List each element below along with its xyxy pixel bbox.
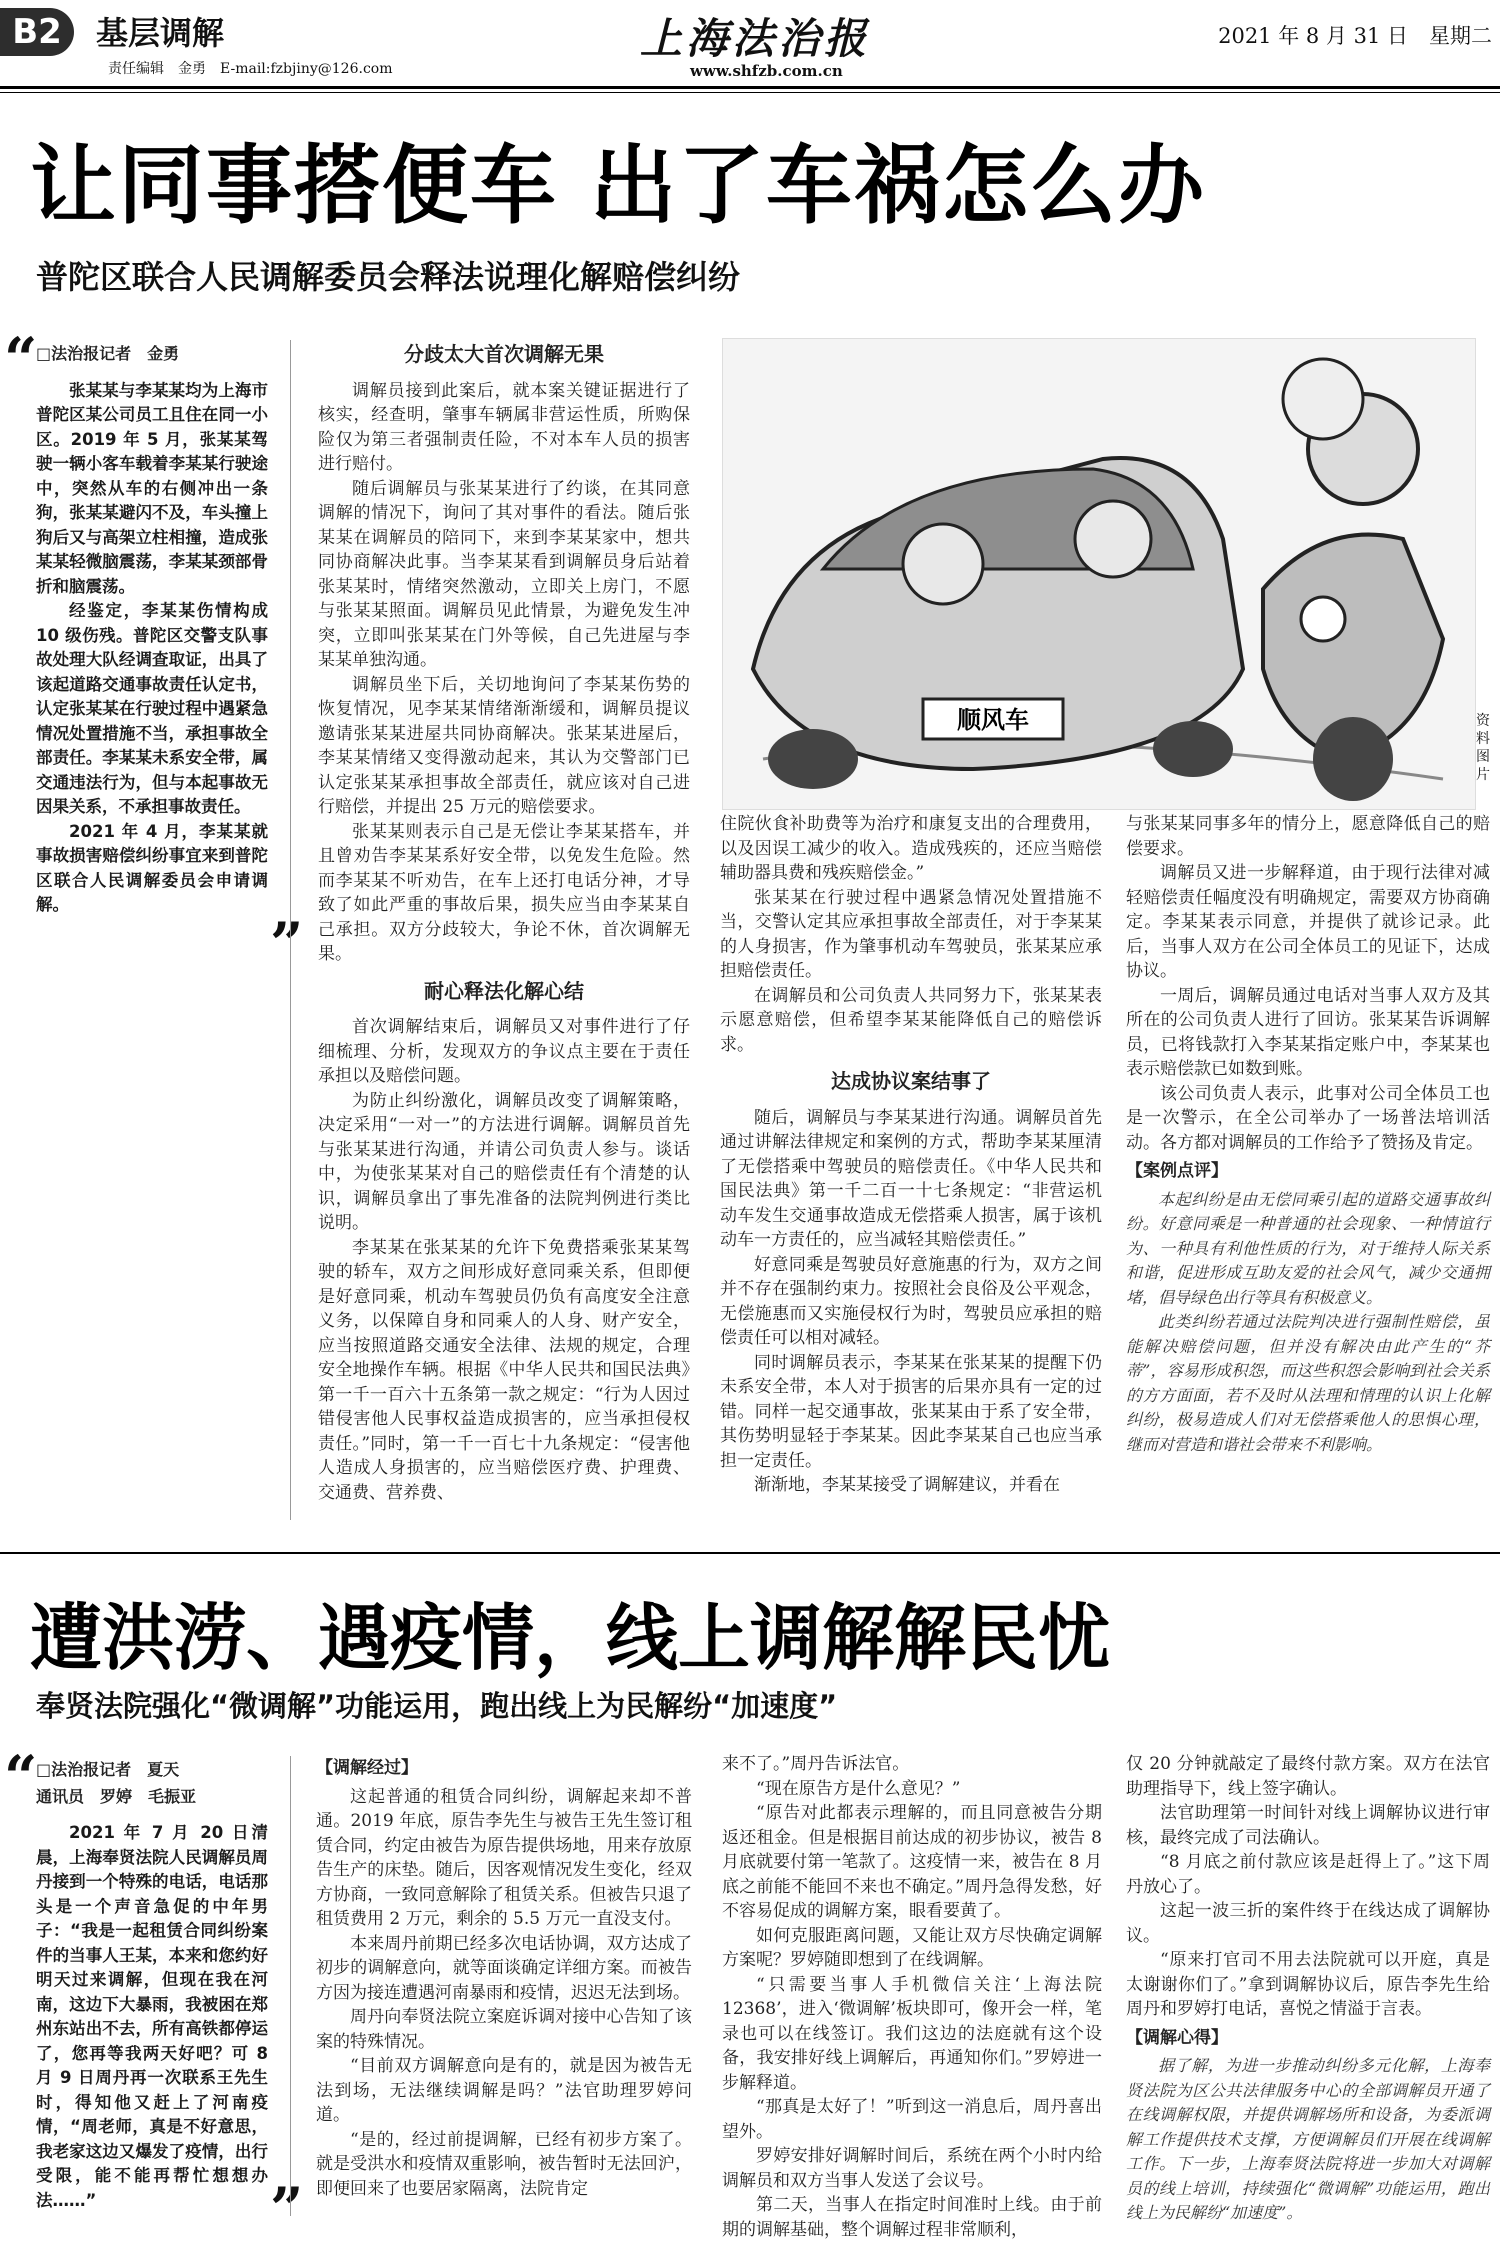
body-paragraph: 调解员坐下后，关切地询问了李某某伤势的恢复情况，见李某某情绪渐渐缓和，调解员提议邀请张某某进屋共同协商解决。张某某进屋后，李某某情绪又变得激动起来，其认为交警部门已认定张某某承担事故全部责任，就应该对自己进行赔偿，并提出 25 万元的赔偿要求。 (318, 674, 690, 817)
body-paragraph: 张某某则表示自己是无偿让李某某搭车，并且曾劝告李某某系好安全带，以免发生危险。然而李某某不听劝告，在车上还打电话分神，才导致了如此严重的事故后果，损失应当由李某某自己承担。双方分歧较大，争论不休，首次调解无果。 (318, 821, 690, 964)
article2-column-4 (1126, 1752, 1490, 2226)
article1-column-4 (1126, 812, 1490, 1457)
body-paragraph: 李某某在张某某的允许下免费搭乘张某某驾驶的轿车，双方之间形成好意同乘关系，但即便是好意同乘，机动车驾驶员仍负有高度安全注意义务，以保障自身和同乘人的人身、财产安全，应当按照道路交通安全法律、法规的规定，合理安全地操作车辆。根据《中华人民共和国民法典》第一千一百六十五条第一款之规定：“行为人因过错侵害他人民事权益造成损害的，应当承担侵权责任。”同时，第一千一百七十九条规定：“侵害他人造成人身损害的，应当赔偿医疗费、护理费、交通费、营养费、 (318, 1237, 690, 1503)
column-divider (290, 340, 291, 1520)
body-paragraph: 罗婷安排好调解时间后，系统在两个小时内给调解员和双方当事人发送了会议号。 (722, 2146, 1102, 2191)
article2-byline: □法治报记者 夏天 (36, 1760, 180, 1779)
body-paragraph: “只需要当事人手机微信关注‘上海法院 12368’，进入‘微调解’板块即可，像开会一样，笔录也可以在线签订。我们这边的法庭就有这个设备，我安排好线上调解后，再通知你们。”罗婷进一步解释道。 (722, 1974, 1102, 2093)
illustration-caption: 资料图片 (1476, 713, 1490, 783)
article-separator (0, 1552, 1500, 1554)
body-paragraph: “原来打官司不用去法院就可以开庭，真是太谢谢你们了。”拿到调解协议后，原告李先生给周丹和罗婷打电话，喜悦之情溢于言表。 (1126, 1950, 1490, 2019)
comment-paragraph: 本起纠纷是由无偿同乘引起的道路交通事故纠纷。好意同乘是一种普通的社会现象、一种情谊行为、一种具有利他性质的行为，对于维持人际关系和谐，促进形成互助友爱的社会风气，减少交通拥堵，倡导绿色出行等具有积极意义。 (1126, 1189, 1490, 1307)
body-paragraph: “是的，经过前提调解，已经有初步方案了。就是受洪水和疫情双重影响，被告暂时无法回沪，即便回来了也要居家隔离，法院肯定 (316, 2129, 692, 2199)
body-paragraph: 张某某在行驶过程中遇紧急情况处置措施不当，交警认定其应承担事故全部责任，对于李某某的人身损害，作为肇事机动车驾驶员，张某某应承担赔偿责任。 (720, 887, 1102, 981)
article1-headline: 让同事搭便车 出了车祸怎么办 (30, 136, 1206, 236)
column-divider (290, 1756, 291, 2216)
article1-column-3 (720, 812, 1102, 1498)
body-paragraph: 随后调解员与张某某进行了约谈，在其同意调解的情况下，询问了其对事件的看法。随后张某某在调解员的陪同下，来到李某某家中，想共同协商解决此事。当李某某看到调解员身后站着张某某时，情绪突然激动，立即关上房门，不愿与张某某照面。调解员见此情景，为避免发生冲突，立即叫张某某在门外等候，自己先进屋与李某某单独沟通。 (318, 478, 690, 670)
car-plate-text: 顺风车 (957, 706, 1029, 734)
article2-column-3 (722, 1752, 1102, 2242)
body-paragraph: 渐渐地，李某某接受了调解建议，并看在 (754, 1475, 1060, 1495)
body-paragraph: 好意同乘是驾驶员好意施惠的行为，双方之间并不存在强制约束力。按照社会良俗及公平观念，无偿施惠而又实施侵权行为时，驾驶员应承担的赔偿责任可以相对减轻。 (720, 1254, 1102, 1348)
body-paragraph: 如何克服距离问题，又能让双方尽快确定调解方案呢？罗婷随即想到了在线调解。 (722, 1925, 1102, 1970)
body-paragraph: 与张某某同事多年的情分上，愿意降低自己的赔偿要求。 (1126, 814, 1490, 859)
page-number-badge: B2 (0, 8, 74, 56)
body-paragraph: “8 月底之前付款应该是赶得上了。”这下周丹放心了。 (1126, 1852, 1490, 1897)
body-paragraph: 第二天，当事人在指定时间准时上线。由于前期的调解基础，整个调解过程非常顺利， (722, 2195, 1102, 2240)
body-paragraph: 在调解员和公司负责人共同努力下，张某某表示愿意赔偿，但希望李某某能降低自己的赔偿诉求。 (720, 985, 1102, 1055)
article2-column-2 (316, 1752, 692, 2201)
lead-paragraph: 张某某与李某某均为上海市普陀区某公司员工且住在同一小区。2019 年 5 月，张某某驾驶一辆小客车载着李某某行驶途中，突然从车的右侧冲出一条狗，张某某避闪不及，车头撞上狗后又与高架立柱相撞，造成张某某轻微脑震荡，李某某颈部骨折和脑震荡。 (36, 380, 268, 596)
article1-byline: □法治报记者 金勇 (36, 344, 180, 363)
body-paragraph: 来不了。”周丹告诉法官。 (722, 1754, 910, 1774)
body-paragraph: 调解员接到此案后，就本案关键证据进行了核实，经查明，肇事车辆属非营运性质，所购保险仅为第三者强制责任险，不对本车人员的损害进行赔付。 (318, 380, 690, 474)
body-paragraph: 周丹向奉贤法院立案庭诉调对接中心告知了该案的特殊情况。 (316, 2007, 692, 2052)
comment-paragraph: 此类纠纷若通过法院判决进行强制性赔偿，虽能解决赔偿问题，但并没有解决由此产生的“芥蒂”，容易形成积怨，而这些积怨会影响到社会关系的方方面面，若不及时从法理和情理的认识上化解纠纷，极易造成人们对无偿搭乘他人的思惧心理，继而对营造和谐社会带来不利影响。 (1126, 1312, 1490, 1454)
newspaper-website[interactable]: www.shfzb.com.cn (690, 62, 843, 80)
section-heading: 耐心释法化解心结 (424, 978, 584, 1003)
article1-subheadline: 普陀区联合人民调解委员会释法说理化解赔偿纠纷 (36, 258, 741, 296)
section-heading: 达成协议案结事了 (831, 1069, 991, 1093)
close-quote-icon: ” (270, 910, 304, 978)
body-paragraph: 一周后，调解员通过电话对当事人双方及其所在的公司负责人进行了回访。张某某告诉调解员，已将钱款打入李某某指定账户中，李某某也表示赔偿款已如数到账。 (1126, 985, 1490, 1079)
body-paragraph: 这起普通的租赁合同纠纷，调解起来却不普通。2019 年底，原告李先生与被告王先生签订租赁合同，约定由被告为原告提供场地，用来存放原告生产的床垫。随后，因客观情况发生变化，经双方协商，一致同意解除了租赁关系。但被告只退了租赁费用 2 万元，剩余的 5.5 万元一直没支付。 (316, 1786, 692, 1929)
article1-lead-column (36, 342, 268, 918)
illustration-image (722, 338, 1476, 810)
illustration-drawing (723, 339, 1475, 809)
mediation-process-heading: 【调解经过】 (316, 1758, 418, 1778)
mediation-insight-heading: 【调解心得】 (1126, 2027, 1228, 2048)
article2-subheadline: 奉贤法院强化“微调解”功能运用，跑出线上为民解纷“加速度” (36, 1689, 838, 1723)
body-paragraph: 住院伙食补助费等为治疗和康复支出的合理费用，以及因误工减少的收入。造成残疾的，还应当赔偿辅助器具费和残疾赔偿金。” (720, 814, 1102, 883)
open-quote-icon: “ (4, 1743, 38, 1811)
body-paragraph: “现在原告方是什么意见？” (756, 1778, 961, 1799)
open-quote-icon: “ (4, 325, 38, 393)
editor-line: 责任编辑 金勇 E-mail:fzbjiny@126.com (108, 61, 393, 77)
lead-paragraph: 2021 年 7 月 20 日清晨，上海奉贤法院人民调解员周丹接到一个特殊的电话，电话那头是一个声音急促的中年男子：“我是一起租赁合同纠纷案件的当事人王某，本来和您约好明天过来调解，但现在我在河南，这边下大暴雨，我被困在郑州东站出不去，所有高铁都停运了，您再等我两天好吧？可 8 月 9 日周丹再一次联系王先生时，得知他又赶上了河南疫情，“周老师，真是不好意思，我老家这边又爆发了疫情，出行受限，能不能再帮忙想想办法……” (36, 1823, 268, 2210)
masthead-rule (0, 86, 1500, 89)
comment-paragraph: 据了解，为进一步推动纠纷多元化解，上海奉贤法院为区公共法律服务中心的全部调解员开通了在线调解权限，并提供调解场所和设备，为委派调解工作提供技术支撑，方便调解员们开展在线调解工作。下一步，上海奉贤法院将进一步加大对调解员的线上培训，持续强化“微调解”功能运用，跑出线上为民解纷“加速度”。 (1126, 2056, 1490, 2222)
body-paragraph: 仅 20 分钟就敲定了最终付款方案。双方在法官助理指导下，线上签字确认。 (1126, 1754, 1490, 1799)
body-paragraph: “目前双方调解意向是有的，就是因为被告无法到场，无法继续调解是吗？”法官助理罗婷问道。 (316, 2056, 692, 2125)
body-paragraph: 随后，调解员与李某某进行沟通。调解员首先通过讲解法律规定和案例的方式，帮助李某某厘清了无偿搭乘中驾驶员的赔偿责任。《中华人民共和国民法典》第一千二百一十七条规定：“非营运机动车发生交通事故造成无偿搭乘人损害，属于该机动车一方责任的，应当减轻其赔偿责任。” (720, 1107, 1102, 1250)
body-paragraph: “那真是太好了！”听到这一消息后，周丹喜出望外。 (722, 2097, 1102, 2142)
body-paragraph: 法官助理第一时间针对线上调解协议进行审核，最终完成了司法确认。 (1126, 1803, 1490, 1848)
body-paragraph: 这起一波三折的案件终于在线达成了调解协议。 (1126, 1901, 1490, 1946)
section-heading: 分歧太大首次调解无果 (404, 342, 604, 366)
lead-paragraph: 经鉴定，李某某伤情构成 10 级伤残。普陀区交警支队事故处理大队经调查取证，出具了该起道路交通事故责任认定书，认定张某某在行驶过程中遇紧急情况处置措施不当，承担事故全部责任。李某某未系安全带，属交通违法行为，但与本起事故无因果关系，不承担事故责任。 (36, 601, 268, 816)
body-paragraph: 首次调解结束后，调解员又对事件进行了仔细梳理、分析，发现双方的争议点主要在于责任承担以及赔偿问题。 (318, 1017, 690, 1086)
body-paragraph: 同时调解员表示，李某某在张某某的提醒下仍未系安全带，本人对于损害的后果亦具有一定的过错。同样一起交通事故，张某某由于系了安全带，其伤势明显轻于李某某。因此李某某自己也应当承担一定责任。 (720, 1352, 1102, 1471)
article2-headline: 遭洪涝、遇疫情，线上调解解民忧 (30, 1596, 1111, 1680)
body-paragraph: 调解员又进一步解释道，由于现行法律对减轻赔偿责任幅度没有明确规定，需要双方协商确定。李某某表示同意，并提供了就诊记录。此后，当事人双方在公司全体员工的见证下，达成协议。 (1126, 863, 1490, 981)
masthead-rule-thin (0, 92, 1500, 93)
body-paragraph: 本来周丹前期已经多次电话协调，双方达成了初步的调解意向，就等面谈确定详细方案。而被告方因为接连遭遇河南暴雨和疫情，迟迟无法到场。 (316, 1933, 692, 2003)
body-paragraph: 该公司负责人表示，此事对公司全体员工也是一次警示，在全公司举办了一场普法培训活动。各方都对调解员的工作给予了赞扬及肯定。 (1126, 1083, 1490, 1153)
issue-date: 2021 年 8 月 31 日 星期二 (1218, 24, 1492, 48)
article2-lead-column (36, 1758, 268, 2213)
article1-column-2 (318, 330, 690, 1505)
close-quote-icon: ” (270, 2175, 304, 2243)
case-comment-heading: 【案例点评】 (1126, 1161, 1228, 1181)
body-paragraph: “原告对此都表示理解的，而且同意被告分期返还租金。但是根据目前达成的初步协议，被告 8 月底就要付第一笔款了。这疫情一来，被告在 8 月底之前能不能回不来也不确定。”周丹急得发愁，好不容易促成的调解方案，眼看要黄了。 (722, 1803, 1102, 1921)
article2-byline-2: 通讯员 罗婷 毛振亚 (36, 1786, 197, 1806)
body-paragraph: 为防止纠纷激化，调解员改变了调解策略，决定采用“一对一”的方法进行调解。调解员首先与张某某进行沟通，并请公司负责人参与。谈话中，为使张某某对自己的赔偿责任有个清楚的认识，调解员拿出了事先准备的法院判例进行类比说明。 (318, 1090, 690, 1233)
section-title: 基层调解 (96, 14, 225, 52)
newspaper-logo: 上海法治报 (640, 14, 871, 63)
lead-paragraph: 2021 年 4 月，李某某就事故损害赔偿纠纷事宜来到普陀区联合人民调解委员会申请调解。 (36, 821, 268, 914)
